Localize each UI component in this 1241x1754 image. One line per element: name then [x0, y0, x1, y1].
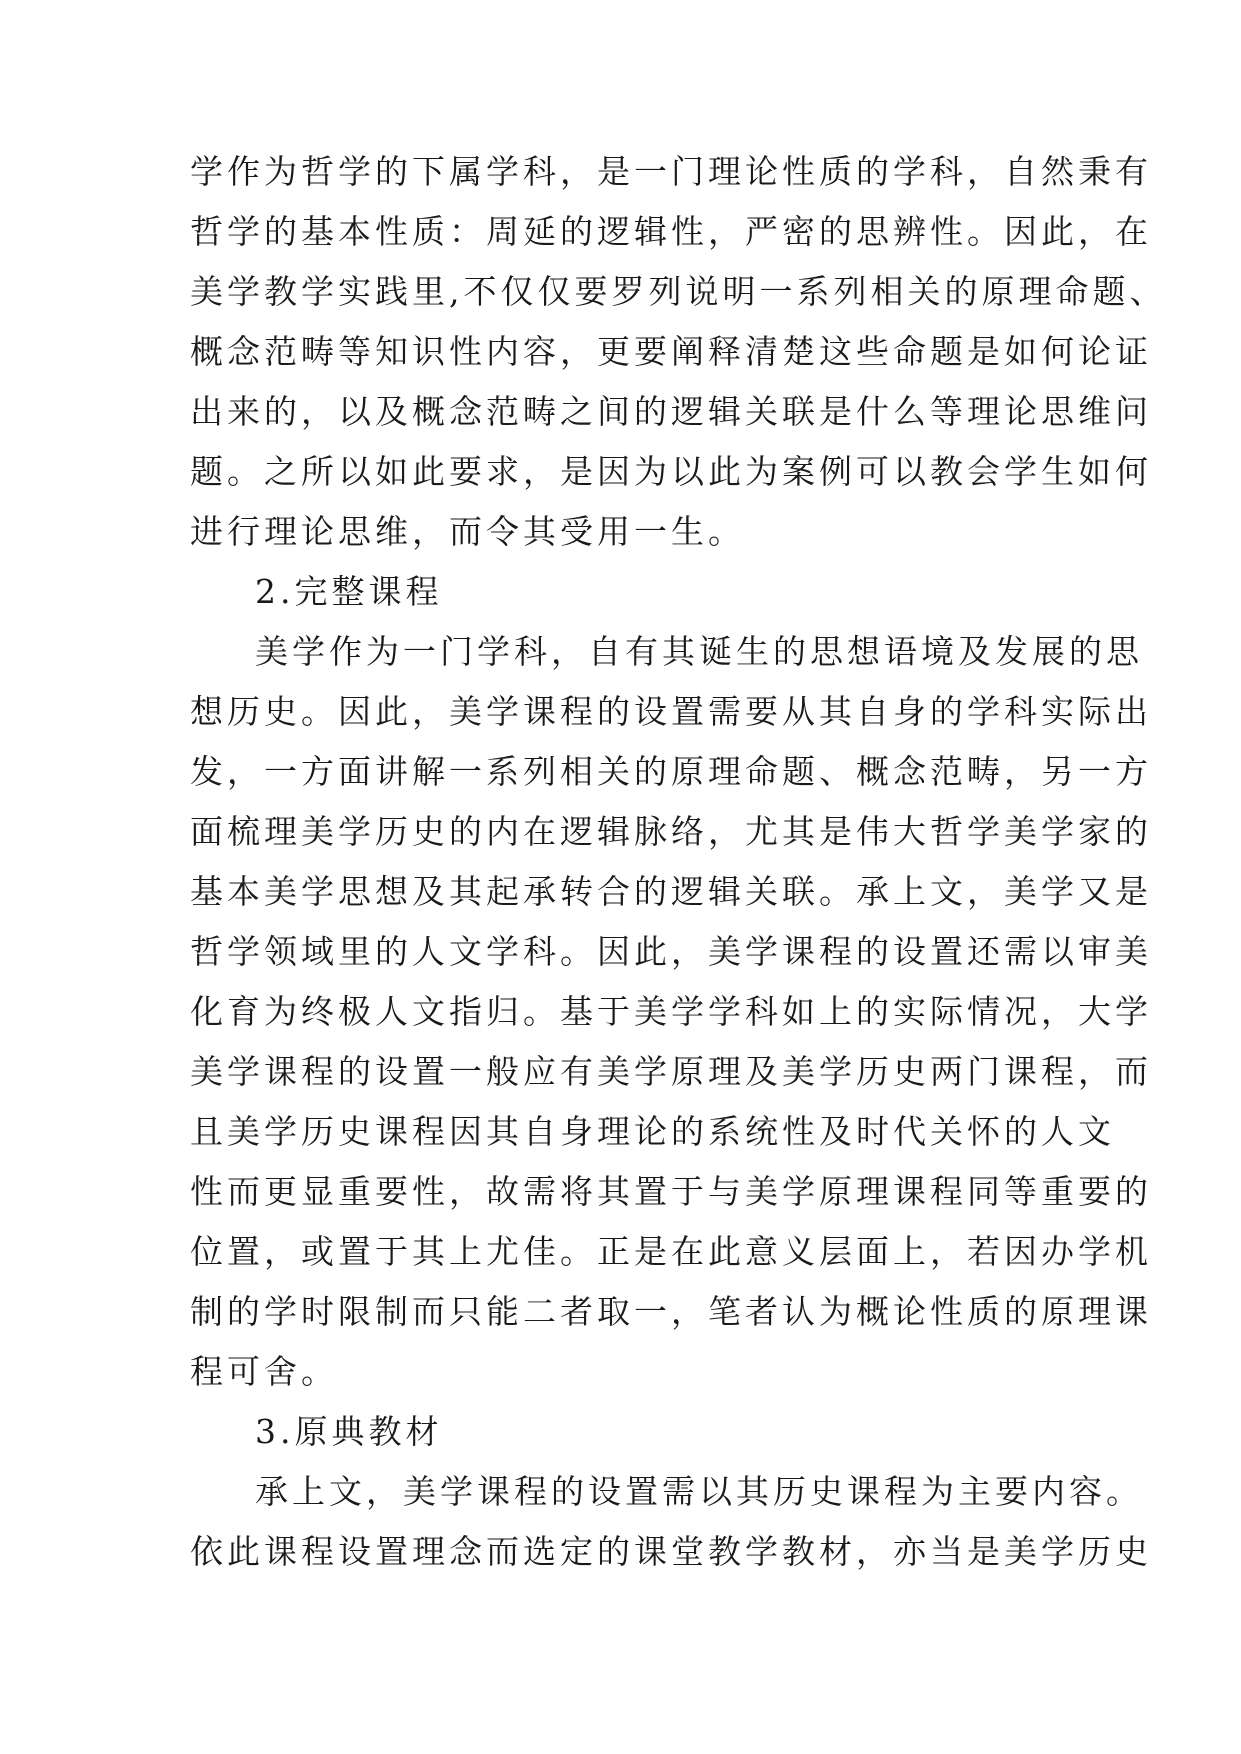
- text-line: 发，一方面讲解一系列相关的原理命题、概念范畴，另一方: [190, 752, 1152, 791]
- text-line: 且美学历史课程因其自身理论的系统性及时代关怀的人文: [190, 1112, 1115, 1151]
- text-line: 承上文，美学课程的设置需以其历史课程为主要内容。: [255, 1472, 1143, 1511]
- text-line: 想历史。因此，美学课程的设置需要从其自身的学科实际出: [190, 692, 1152, 731]
- text-line: 出来的，以及概念范畴之间的逻辑关联是什么等理论思维问: [190, 392, 1152, 431]
- text-line: 哲学领域里的人文学科。因此，美学课程的设置还需以审美: [190, 932, 1152, 971]
- text-line: 化育为终极人文指归。基于美学学科如上的实际情况，大学: [190, 992, 1152, 1031]
- text-line: 美学作为一门学科，自有其诞生的思想语境及发展的思: [255, 632, 1143, 671]
- text-line: 面梳理美学历史的内在逻辑脉络，尤其是伟大哲学美学家的: [190, 812, 1152, 851]
- text-line: 学作为哲学的下属学科，是一门理论性质的学科，自然秉有: [190, 152, 1152, 191]
- text-line: 程可舍。: [190, 1352, 338, 1391]
- text-line: 美学课程的设置一般应有美学原理及美学历史两门课程，而: [190, 1052, 1152, 1091]
- text-line: 基本美学思想及其起承转合的逻辑关联。承上文，美学又是: [190, 872, 1152, 911]
- text-line: 题。之所以如此要求，是因为以此为案例可以教会学生如何: [190, 452, 1152, 491]
- section-heading: 2.完整课程: [255, 572, 443, 611]
- text-line: 性而更显重要性，故需将其置于与美学原理课程同等重要的: [190, 1172, 1152, 1211]
- text-line: 进行理论思维，而令其受用一生。: [190, 512, 745, 551]
- text-line: 哲学的基本性质：周延的逻辑性，严密的思辨性。因此，在: [190, 212, 1152, 251]
- text-line: 位置，或置于其上尤佳。正是在此意义层面上，若因办学机: [190, 1232, 1152, 1271]
- text-line: 美学教学实践里,不仅仅要罗列说明一系列相关的原理命题、: [190, 272, 1167, 311]
- text-line: 依此课程设置理念而选定的课堂教学教材，亦当是美学历史: [190, 1532, 1152, 1571]
- section-heading: 3.原典教材: [255, 1412, 443, 1451]
- text-line: 概念范畴等知识性内容，更要阐释清楚这些命题是如何论证: [190, 332, 1152, 371]
- text-line: 制的学时限制而只能二者取一，笔者认为概论性质的原理课: [190, 1292, 1152, 1331]
